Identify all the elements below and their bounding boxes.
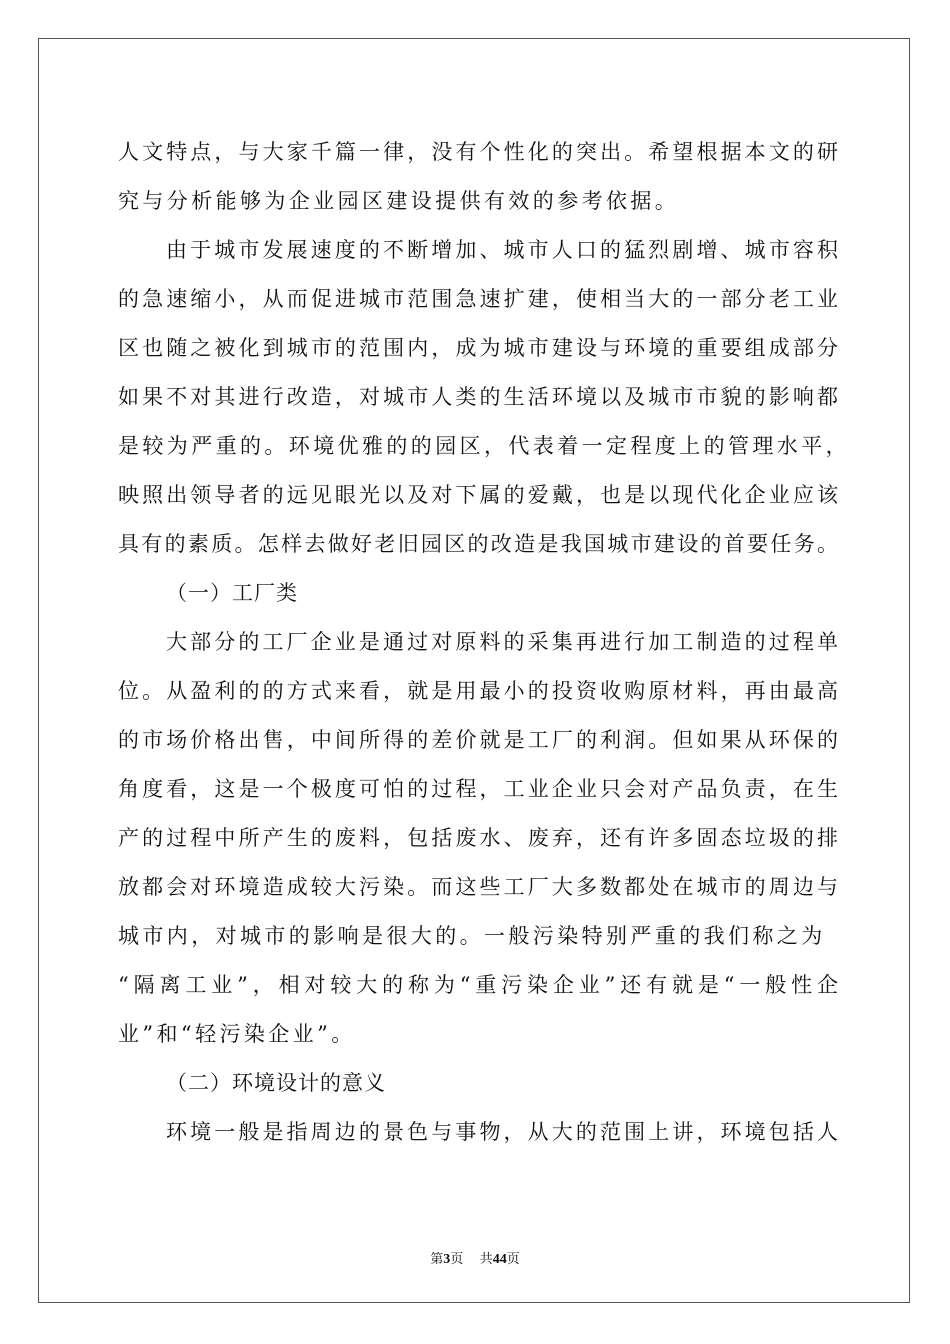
footer-total-suffix: 页 xyxy=(506,1252,520,1267)
text-line: 角度看，这是一个极度可怕的过程，工业企业只会对产品负责，在生 xyxy=(118,777,838,801)
section-heading: （一）工厂类 xyxy=(166,581,298,605)
text-line: 业”和“轻污染企业”。 xyxy=(118,1022,356,1046)
text-line: 究与分析能够为企业园区建设提供有效的参考依据。 xyxy=(118,189,680,213)
total-pages: 44 xyxy=(492,1252,507,1267)
text-line: 的急速缩小，从而促进城市范围急速扩建，使相当大的一部分老工业 xyxy=(118,287,838,311)
paragraph-start: 大部分的工厂企业是通过对原料的采集再进行加工制造的过程单 xyxy=(166,630,838,654)
text-line: 人文特点，与大家千篇一律，没有个性化的突出。希望根据本文的研 xyxy=(118,140,838,164)
page-number: 3 xyxy=(443,1252,451,1267)
text-line: 放都会对环境造成较大污染。而这些工厂大多数都处在城市的周边与 xyxy=(118,875,838,899)
document-body xyxy=(118,128,850,1157)
section-heading: （二）环境设计的意义 xyxy=(166,1071,386,1095)
page-footer xyxy=(0,1248,950,1268)
footer-total-prefix: 共 xyxy=(479,1252,493,1267)
footer-prefix: 第 xyxy=(430,1252,444,1267)
text-line: 产的过程中所产生的废料，包括废水、废弃，还有许多固态垃圾的排 xyxy=(118,826,838,850)
footer-page-suffix: 页 xyxy=(450,1252,464,1267)
paragraph-start: 环境一般是指周边的景色与事物，从大的范围上讲，环境包括人 xyxy=(166,1120,838,1144)
text-line: 是较为严重的。环境优雅的的园区，代表着一定程度上的管理水平， xyxy=(118,434,850,458)
paragraph-start: 由于城市发展速度的不断增加、城市人口的猛烈剧增、城市容积 xyxy=(166,238,838,262)
text-line: 如果不对其进行改造，对城市人类的生活环境以及城市市貌的影响都 xyxy=(118,385,838,409)
text-line: 映照出领导者的远见眼光以及对下属的爱戴，也是以现代化企业应该 xyxy=(118,483,838,507)
text-line: 城市内，对城市的影响是很大的。一般污染特别严重的我们称之为 xyxy=(118,924,826,948)
text-line: 具有的素质。怎样去做好老旧园区的改造是我国城市建设的首要任务。 xyxy=(118,532,838,556)
text-line: 区也随之被化到城市的范围内，成为城市建设与环境的重要组成部分 xyxy=(118,336,838,360)
text-line: 的市场价格出售，中间所得的差价就是工厂的利润。但如果从环保的 xyxy=(118,728,838,752)
text-line: “隔离工业”，相对较大的称为“重污染企业”还有就是“一般性企 xyxy=(118,973,838,997)
text-line: 位。从盈利的的方式来看，就是用最小的投资收购原材料，再由最高 xyxy=(118,679,838,703)
